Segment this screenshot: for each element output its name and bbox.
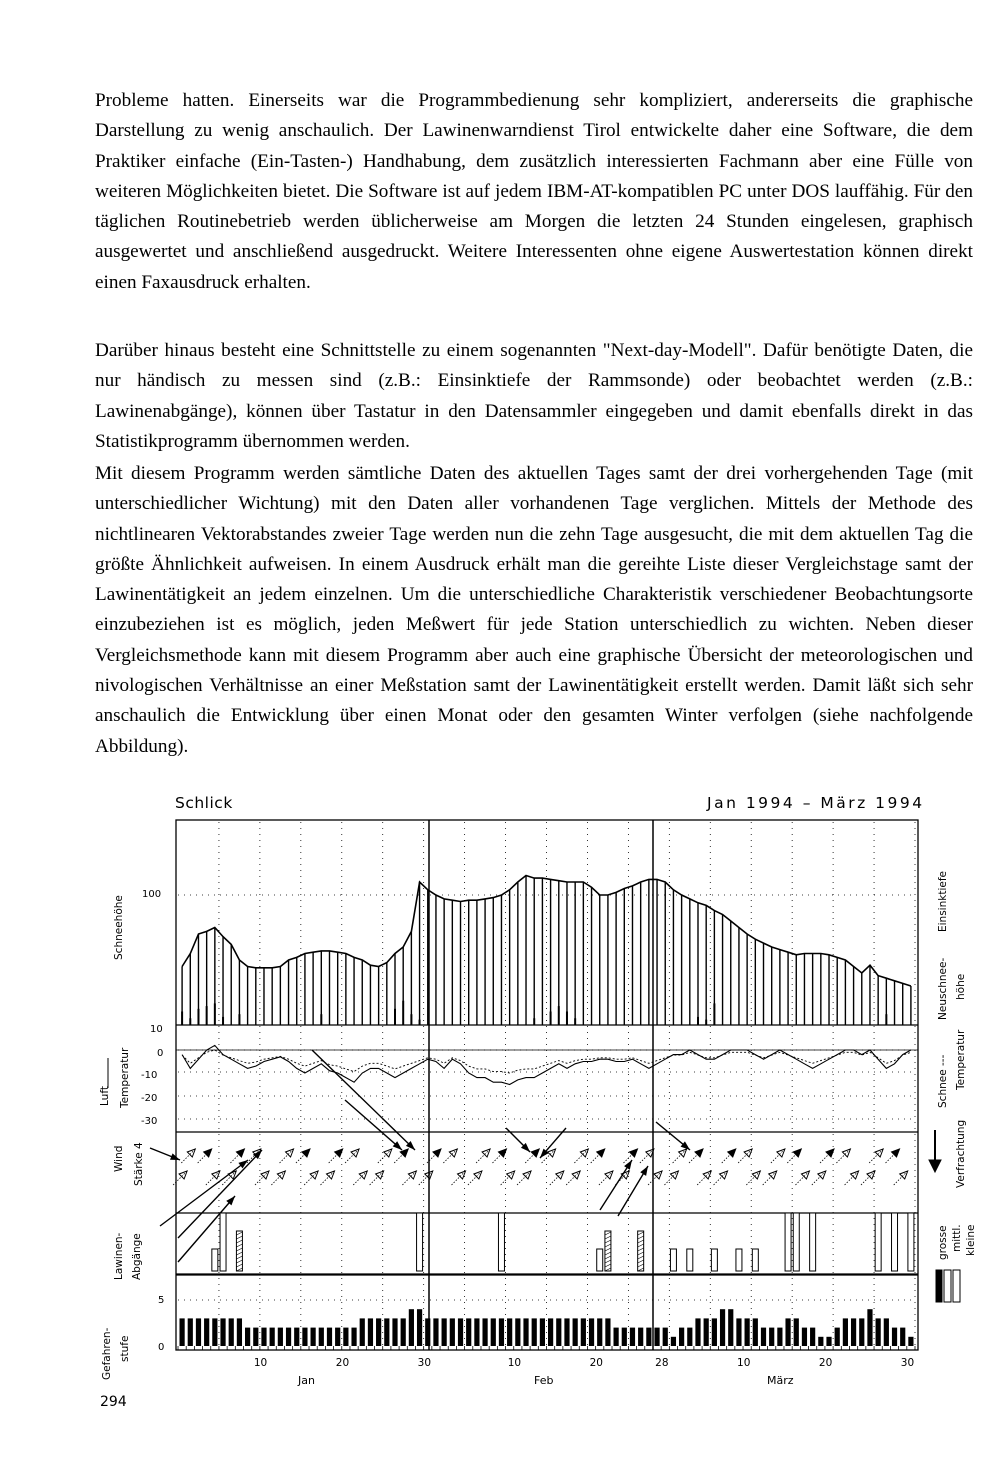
x-tick-label: 28 <box>655 1357 669 1369</box>
avalanche-bar <box>752 1249 758 1271</box>
danger-level-bar <box>401 1318 406 1346</box>
danger-level-bar <box>499 1318 504 1346</box>
figure-period-title: Jan 1994 – März 1994 <box>707 794 925 812</box>
x-tick-label: 30 <box>900 1357 915 1369</box>
danger-level-bar <box>573 1318 578 1346</box>
danger-level-bar <box>376 1318 381 1346</box>
avalanche-bar <box>212 1249 218 1271</box>
danger-level-bar <box>810 1328 815 1346</box>
danger-level-bar <box>491 1318 496 1346</box>
danger-level-bar <box>794 1318 799 1346</box>
label-staerke: Stärke 4 <box>133 1142 145 1186</box>
wind-trail <box>861 1173 873 1185</box>
danger-level-bar <box>614 1328 619 1346</box>
danger-level-bar <box>630 1328 635 1346</box>
wind-trail <box>697 1173 709 1185</box>
x-tick-label: 10 <box>507 1357 522 1369</box>
danger-level-bar <box>695 1318 700 1346</box>
avalanche-bar <box>220 1213 226 1271</box>
danger-level-bar <box>540 1318 545 1346</box>
wind-trail <box>378 1151 390 1163</box>
wind-trail <box>271 1173 283 1185</box>
danger-level-bar <box>417 1309 422 1346</box>
label-einsinktiefe: Einsinktiefe <box>937 871 949 932</box>
wind-trail <box>812 1173 824 1185</box>
danger-level-bar <box>818 1337 823 1346</box>
legend-kleine-swatch <box>953 1270 960 1302</box>
danger-level-bar <box>278 1328 283 1346</box>
legend-grosse-swatch <box>936 1270 942 1302</box>
danger-level-bar <box>564 1318 569 1346</box>
danger-level-bar <box>876 1318 881 1346</box>
label-gefahren: Gefahren- <box>101 1327 113 1380</box>
x-tick-label: 20 <box>818 1357 833 1369</box>
avalanche-bar <box>892 1213 898 1271</box>
avalanche-bar <box>875 1213 881 1271</box>
danger-level-bar <box>409 1309 414 1346</box>
danger-level-bar <box>425 1318 430 1346</box>
month-label: März <box>767 1374 794 1387</box>
danger-level-bar <box>835 1328 840 1346</box>
wind-arrow-long <box>160 1160 248 1226</box>
left-tick-labels <box>141 889 164 1353</box>
danger-level-bar <box>884 1318 889 1346</box>
tick-danger-5: 5 <box>158 1295 165 1306</box>
label-temperatur: Temperatur <box>119 1047 131 1108</box>
wind-trail <box>640 1151 652 1163</box>
label-neuschnee: Neuschnee- <box>937 957 949 1020</box>
avalanche-bar <box>908 1213 914 1271</box>
danger-level-bar <box>270 1328 275 1346</box>
danger-level-bar <box>785 1318 790 1346</box>
danger-level-bar <box>179 1318 184 1346</box>
month-label: Feb <box>534 1374 554 1387</box>
figure-station-title: Schlick <box>175 794 233 812</box>
paragraph-3: Mit diesem Programm werden sämtliche Daten des aktuellen Tages samt der drei vorhergehenden Tage (mit unterschiedlicher Wichtung) mit den Daten aller vorhandenen Tage verglichen. Mittels der Methode des nichtlinearen Vektorabstandes zweier Tage werden nun die zehn Tage ausgesucht, die mit dem aktuellen Tag die größte Ähnlichkeit aufweisen. In einem Ausdruck erhält man die gereihte Liste dieser Vergleichstage samt der Lawinentätigkeit an jedem einzelnen. Um die unterschiedliche Charakteristik verschiedener Beobachtungsorte einzubeziehen ist es möglich, jeden Meßwert für jede Station unterschiedlich zu wichten. Neben dieser Vergleichsmethode kann mit diesem Programm aber auch eine graphische Übersicht der meteorologischen und nivologischen Verhältnisse an einer Meßstation samt der Lawinentätigkeit erstellt werden. Damit läßt sich sehr anschaulich die Entwicklung über einen Monat oder den gesamten Winter verfolgen (siehe nachfolgende Abbildung). <box>95 463 973 757</box>
wind-trail <box>894 1173 906 1185</box>
paragraph-2: Darüber hinaus besteht eine Schnittstelle zu einem sogenannten "Next-day-Modell". Dafür benötigte Daten, die nur händisch zu messen sind (z.B.: Einsinktiefe der Rammsonde) oder beobachtet werden (z.B.: Lawinenabgänge), können über Tastatur in den Datensammler eingegeben und damit ebenfalls direkt in das Statistikprogramm übernommen werden. <box>95 340 973 452</box>
danger-level-bar <box>867 1309 872 1346</box>
danger-level-bar <box>360 1318 365 1346</box>
danger-level-bar <box>302 1328 307 1346</box>
avalanche-panel <box>212 1213 914 1271</box>
danger-level-bar <box>687 1328 692 1346</box>
label-temperatur-right: Temperatur <box>955 1029 967 1090</box>
tick-danger-0: 0 <box>158 1342 165 1353</box>
danger-level-bar <box>736 1318 741 1346</box>
wind-trail <box>763 1173 775 1185</box>
avalanche-bar <box>417 1213 423 1271</box>
danger-level-bar <box>212 1318 217 1346</box>
label-wind: Wind <box>113 1145 125 1172</box>
danger-level-bar <box>704 1318 709 1346</box>
arrow-head-icon <box>929 1160 941 1172</box>
x-tick-label: 10 <box>737 1357 751 1369</box>
danger-level-bar <box>712 1318 717 1346</box>
label-lawinen: Lawinen- <box>113 1232 125 1280</box>
left-axis-labels <box>99 895 145 1380</box>
danger-level-bar <box>548 1318 553 1346</box>
danger-level-bar <box>392 1318 397 1346</box>
danger-level-bar <box>220 1318 225 1346</box>
danger-level-bar <box>556 1318 561 1346</box>
danger-level-bar <box>294 1328 299 1346</box>
danger-level-bar <box>433 1318 438 1346</box>
danger-level-bar <box>802 1328 807 1346</box>
danger-level-bar <box>442 1318 447 1346</box>
wind-trail <box>648 1173 660 1185</box>
label-luft: Luft <box>99 1086 111 1106</box>
label-stufe: stufe <box>119 1335 131 1362</box>
danger-level-bar <box>245 1328 250 1346</box>
tick-temp-0: 0 <box>157 1048 164 1059</box>
wind-trail <box>280 1151 292 1163</box>
avalanche-bar <box>785 1213 791 1271</box>
x-tick-label: 20 <box>335 1357 350 1369</box>
danger-level-bar <box>458 1318 463 1346</box>
avalanche-bar <box>810 1213 816 1271</box>
danger-level-bar <box>204 1318 209 1346</box>
paragraph-1: Probleme hatten. Einerseits war die Programmbedienung sehr kompliziert, andererseits die graphische Darstellung zu wenig anschaulich. Der Lawinenwarndienst Tirol entwickelte daher eine Software, die dem Praktiker einfache (Ein-Tasten-) Handhabung, dem zusätzlich interessierten Fachmann aber eine Fülle von weiteren Möglichkeiten bietet. Die Software ist auf jedem IBM-AT-kompatiblen PC unter DOS lauffähig. Für den täglichen Routinebetrieb werden üblicherweise am Morgen die letzten 24 Stunden eingelesen, graphisch ausgewertet und anschließend ausgedruckt. Weitere Interessenten ohne eigene Auswertestation können direkt einen Faxausdruck erhalten. <box>95 90 973 293</box>
tick-temp-minus30: -30 <box>141 1116 158 1127</box>
danger-level-bar <box>826 1337 831 1346</box>
danger-level-bar <box>581 1318 586 1346</box>
wind-arrow-long <box>312 1050 415 1150</box>
wind-trail <box>452 1173 464 1185</box>
danger-level-bar <box>900 1328 905 1346</box>
air-temperature-line <box>182 1045 911 1084</box>
wind-trail <box>173 1173 185 1185</box>
wind-trail <box>845 1173 857 1185</box>
wind-trail <box>738 1151 750 1163</box>
danger-level-bar <box>237 1318 242 1346</box>
wind-arrow-head <box>624 1160 632 1170</box>
avalanche-bar <box>638 1231 644 1271</box>
wind-arrow-head <box>640 1166 648 1176</box>
wind-trail <box>345 1151 357 1163</box>
avalanche-bar <box>736 1249 742 1271</box>
label-hoehe: höhe <box>955 973 967 1000</box>
wind-trail <box>869 1151 881 1163</box>
avalanche-bar <box>605 1231 611 1271</box>
wind-trail <box>181 1151 193 1163</box>
danger-level-bar <box>859 1318 864 1346</box>
wind-trail <box>501 1173 513 1185</box>
danger-level-bar <box>597 1318 602 1346</box>
legend-mittl-swatch <box>944 1270 951 1302</box>
wind-trail <box>836 1151 848 1163</box>
wind-trail <box>353 1173 365 1185</box>
wind-trail <box>468 1173 480 1185</box>
danger-level-bar <box>450 1318 455 1346</box>
danger-level-bar <box>605 1318 610 1346</box>
danger-level-bar <box>892 1328 897 1346</box>
danger-level-bar <box>343 1328 348 1346</box>
x-tick-label: 20 <box>589 1357 604 1369</box>
danger-level-bar <box>761 1328 766 1346</box>
tick-temp-minus20: -20 <box>141 1093 158 1104</box>
danger-level-bar <box>253 1328 258 1346</box>
danger-level-bar <box>368 1318 373 1346</box>
avalanche-bar <box>236 1231 242 1271</box>
danger-level-bar <box>515 1318 520 1346</box>
danger-level-bar <box>507 1318 512 1346</box>
danger-level-bar <box>720 1309 725 1346</box>
danger-level-bar <box>532 1318 537 1346</box>
right-axis-labels <box>937 871 977 1260</box>
snow-temperature-line <box>182 1050 911 1073</box>
wind-trail <box>574 1151 586 1163</box>
danger-level-bar <box>286 1328 291 1346</box>
chart-frame <box>176 820 918 1350</box>
danger-level-bar <box>622 1328 627 1346</box>
temperature-panel <box>176 1045 918 1084</box>
label-mittl: mittl. <box>951 1224 963 1252</box>
label-schneehoehe: Schneehöhe <box>113 895 125 960</box>
wind-trail <box>517 1173 529 1185</box>
label-verfrachtung: Verfrachtung <box>955 1119 967 1188</box>
danger-level-bar <box>843 1318 848 1346</box>
tick-snow-10: 10 <box>150 1024 163 1035</box>
label-abgaenge: Abgänge <box>131 1233 143 1280</box>
danger-level-bar <box>384 1318 389 1346</box>
danger-level-bar <box>311 1328 316 1346</box>
wind-trail <box>795 1173 807 1185</box>
avalanche-bar <box>498 1213 504 1271</box>
wind-arrow-head <box>170 1153 180 1160</box>
wind-arrow-long <box>345 1100 402 1150</box>
danger-level-bar <box>638 1328 643 1346</box>
danger-level-bar <box>335 1328 340 1346</box>
avalanche-bar <box>670 1249 676 1271</box>
x-axis <box>178 1346 915 1387</box>
label-grosse: grosse <box>937 1225 949 1260</box>
danger-level-bar <box>654 1328 659 1346</box>
x-tick-label: 30 <box>417 1357 432 1369</box>
wind-trail <box>566 1173 578 1185</box>
wind-trail <box>304 1173 316 1185</box>
chart-grid <box>178 822 916 1348</box>
danger-level-bar <box>466 1318 471 1346</box>
danger-level-bar <box>351 1328 356 1346</box>
danger-level-bar <box>753 1318 758 1346</box>
danger-level-bar <box>523 1318 528 1346</box>
wind-trail <box>673 1151 685 1163</box>
wind-trail <box>255 1173 267 1185</box>
danger-level-bar <box>745 1318 750 1346</box>
wind-trail <box>443 1151 455 1163</box>
danger-level-bar <box>646 1328 651 1346</box>
x-tick-label: 10 <box>253 1357 268 1369</box>
label-kleine: kleine <box>965 1224 977 1256</box>
danger-level-bar <box>229 1318 234 1346</box>
danger-level-bar <box>908 1337 913 1346</box>
tick-snow-100: 100 <box>142 889 162 900</box>
avalanche-bar <box>597 1249 603 1271</box>
label-schnee: Schnee --- <box>937 1054 949 1108</box>
avalanche-bar <box>687 1249 693 1271</box>
avalanche-bar <box>711 1249 717 1271</box>
wind-trail <box>599 1173 611 1185</box>
danger-level-bar <box>663 1328 668 1346</box>
wind-trail <box>550 1173 562 1185</box>
wind-trail <box>746 1173 758 1185</box>
wind-trail <box>320 1173 332 1185</box>
month-label: Jan <box>298 1374 315 1387</box>
danger-level-bar <box>474 1318 479 1346</box>
danger-level-bar <box>482 1318 487 1346</box>
wind-trail <box>476 1151 488 1163</box>
danger-level-bar <box>671 1337 676 1346</box>
wind-trail <box>771 1151 783 1163</box>
danger-level-bar <box>769 1328 774 1346</box>
avalanche-bar <box>793 1213 799 1271</box>
tick-temp-minus10: -10 <box>141 1070 158 1081</box>
danger-level-bar <box>777 1328 782 1346</box>
danger-level-bar <box>851 1318 856 1346</box>
danger-level-bar <box>728 1309 733 1346</box>
danger-level-bar <box>188 1318 193 1346</box>
danger-level-bar <box>327 1328 332 1346</box>
wind-trail <box>714 1173 726 1185</box>
danger-level-bar <box>319 1328 324 1346</box>
danger-level-bar <box>679 1328 684 1346</box>
danger-level-bar <box>196 1318 201 1346</box>
wind-trail <box>664 1173 676 1185</box>
wind-trail <box>402 1173 414 1185</box>
wind-trail <box>370 1173 382 1185</box>
danger-level-bar <box>589 1318 594 1346</box>
danger-level-bar <box>261 1328 266 1346</box>
page-number: 294 <box>100 1394 127 1410</box>
